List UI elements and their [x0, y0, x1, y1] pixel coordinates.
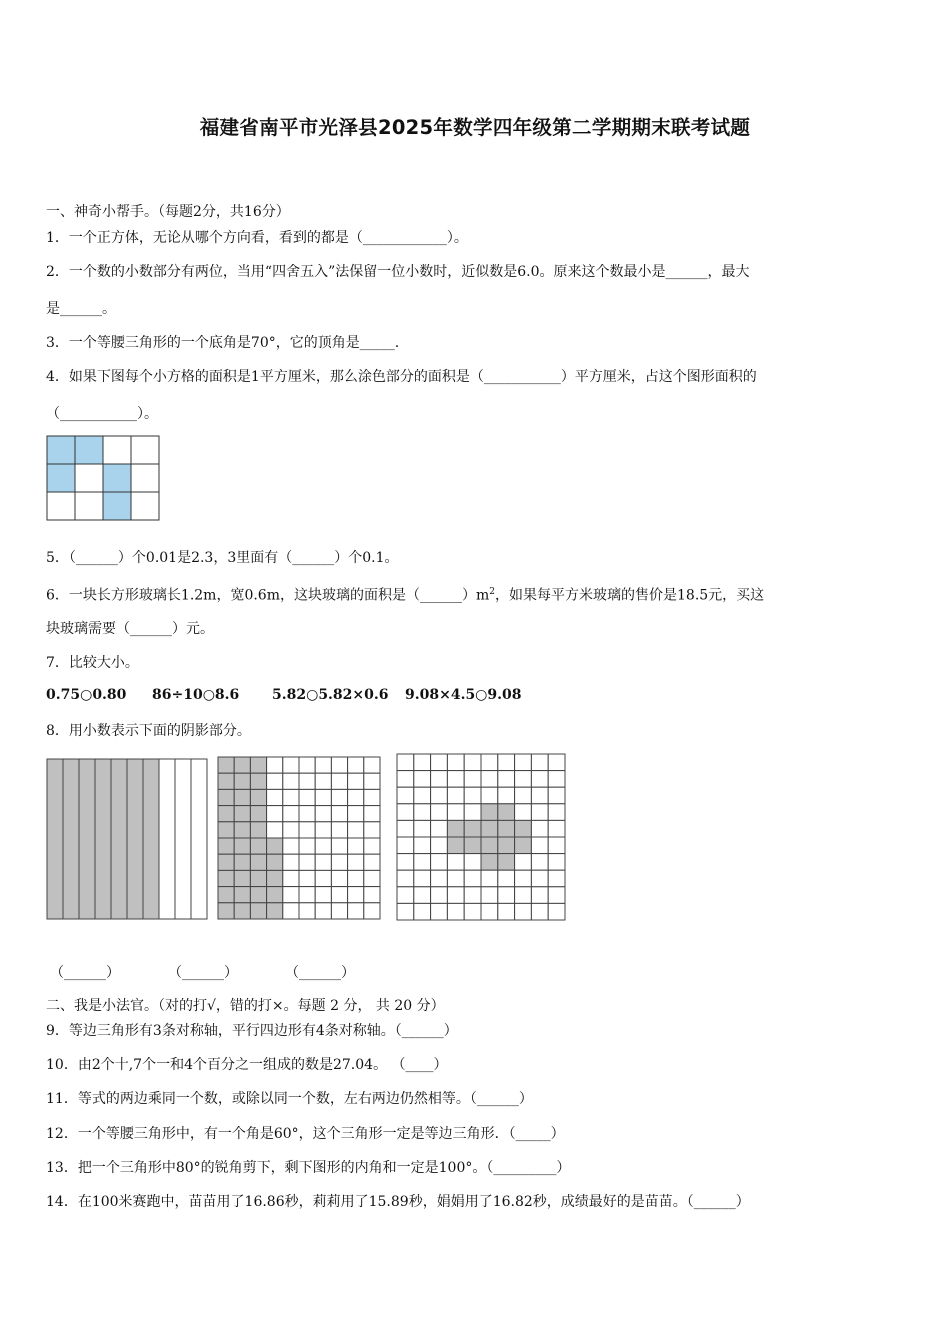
grid-cell — [315, 838, 331, 854]
question-2-line2: 是______。 — [46, 301, 116, 317]
grid-cell — [331, 773, 347, 789]
shaded-cell — [447, 820, 464, 837]
grid-cell — [447, 854, 464, 871]
shaded-cell — [103, 492, 131, 520]
question-11: 11．等式的两边乘同一个数，或除以同一个数，左右两边仍然相等。（______） — [46, 1091, 533, 1107]
grid-cell — [481, 887, 498, 904]
grid-cell — [299, 854, 315, 870]
shaded-strip — [143, 759, 159, 919]
question-9: 9．等边三角形有3条对称轴，平行四边形有4条对称轴。（______） — [46, 1023, 458, 1039]
grid-cell — [364, 822, 380, 838]
shaded-cell — [47, 464, 75, 492]
grid-cell — [548, 754, 565, 771]
grid-cell — [464, 787, 481, 804]
grid-cell — [315, 773, 331, 789]
grid-cell — [548, 820, 565, 837]
grid-cell — [315, 887, 331, 903]
grid-cell — [481, 754, 498, 771]
grid-cell — [431, 854, 448, 871]
grid-cell — [548, 787, 565, 804]
grid-cell — [531, 804, 548, 821]
shaded-cell — [234, 822, 250, 838]
grid-cell — [364, 854, 380, 870]
grid-cell — [498, 887, 515, 904]
question-6-superscript: 2 — [489, 587, 495, 597]
grid-cell — [283, 870, 299, 886]
shaded-cell — [498, 804, 515, 821]
grid-cell — [267, 822, 283, 838]
grid-cell — [464, 804, 481, 821]
grid-cell — [315, 854, 331, 870]
compare-item-3: 5.82○5.82×0.6 — [272, 687, 389, 703]
shaded-cell — [481, 804, 498, 821]
grid-cell — [364, 903, 380, 919]
shaded-cell — [464, 820, 481, 837]
grid-cell — [548, 804, 565, 821]
grid-cell — [348, 887, 364, 903]
grid-cell — [414, 870, 431, 887]
grid-cell — [131, 492, 159, 520]
question-12: 12．一个等腰三角形中，有一个角是60°，这个三角形一定是等边三角形．（_____） — [46, 1126, 565, 1142]
shaded-cell — [103, 464, 131, 492]
grid-cell — [431, 887, 448, 904]
grid-cell — [348, 838, 364, 854]
grid-cell — [464, 903, 481, 920]
grid-cell — [515, 870, 532, 887]
shaded-strip — [95, 759, 111, 919]
shaded-cell — [267, 838, 283, 854]
shaded-cell — [250, 789, 266, 805]
shaded-strip — [79, 759, 95, 919]
grid-cell — [548, 870, 565, 887]
grid-cell — [283, 757, 299, 773]
grid-cell — [299, 773, 315, 789]
grid-cell — [331, 854, 347, 870]
grid-cell — [431, 820, 448, 837]
question-6-text-b: ，如果每平方米玻璃的售价是18.5元，买这 — [495, 587, 765, 604]
grid-cell — [47, 492, 75, 520]
grid-cell — [131, 464, 159, 492]
grid-cell — [397, 870, 414, 887]
grid-cell — [531, 754, 548, 771]
question-8-answer-1: （______） — [50, 965, 120, 981]
grid-cell — [331, 870, 347, 886]
shaded-cell — [218, 887, 234, 903]
grid-cell — [498, 787, 515, 804]
grid-cell — [364, 870, 380, 886]
compare-item-1: 0.75○0.80 — [46, 687, 127, 703]
grid-cell — [548, 854, 565, 871]
grid-cell — [267, 789, 283, 805]
grid-cell — [283, 773, 299, 789]
question-8-figure-grid-a — [217, 756, 382, 921]
grid-cell — [515, 887, 532, 904]
grid-cell — [348, 806, 364, 822]
grid-cell — [397, 787, 414, 804]
grid-cell — [103, 436, 131, 464]
grid-cell — [464, 870, 481, 887]
shaded-cell — [234, 789, 250, 805]
grid-cell — [348, 789, 364, 805]
grid-cell — [131, 436, 159, 464]
question-3: 3．一个等腰三角形的一个底角是70°，它的顶角是_____. — [46, 335, 400, 351]
grid-cell — [414, 787, 431, 804]
page-title: 福建省南平市光泽县2025年数学四年级第二学期期末联考试题 — [199, 116, 751, 139]
question-8-figure-strips — [46, 758, 209, 921]
grid-cell — [531, 887, 548, 904]
grid-cell — [364, 773, 380, 789]
shaded-strip — [47, 759, 63, 919]
shaded-cell — [250, 887, 266, 903]
grid-cell — [531, 870, 548, 887]
grid-cell — [299, 757, 315, 773]
grid-cell — [431, 787, 448, 804]
question-1: 1．一个正方体，无论从哪个方向看，看到的都是（____________）。 — [46, 230, 468, 246]
grid-cell — [397, 804, 414, 821]
grid-cell — [498, 754, 515, 771]
grid-cell — [348, 903, 364, 919]
shaded-cell — [250, 854, 266, 870]
grid-cell — [447, 887, 464, 904]
grid-cell — [464, 754, 481, 771]
shaded-cell — [250, 903, 266, 919]
grid-cell — [481, 870, 498, 887]
grid-cell — [299, 870, 315, 886]
grid-cell — [397, 837, 414, 854]
grid-cell — [283, 789, 299, 805]
question-5: 5．（______）个0.01是2.3，3里面有（______）个0.1。 — [46, 550, 399, 566]
question-6-line1 — [46, 582, 904, 606]
question-4-grid-figure — [46, 435, 162, 524]
grid-cell — [315, 789, 331, 805]
grid-cell — [515, 754, 532, 771]
grid-cell — [515, 903, 532, 920]
question-8-answer-2: （______） — [168, 965, 238, 981]
shaded-cell — [267, 854, 283, 870]
grid-cell — [447, 903, 464, 920]
grid-cell — [267, 773, 283, 789]
grid-cell — [283, 838, 299, 854]
shaded-cell — [250, 870, 266, 886]
section2-header: 二、我是小法官。（对的打√，错的打×。每题 2 分， 共 20 分） — [46, 998, 445, 1014]
shaded-cell — [234, 773, 250, 789]
grid-cell — [548, 771, 565, 788]
question-4-line2: （___________）。 — [46, 406, 158, 422]
shaded-cell — [234, 806, 250, 822]
shaded-cell — [47, 436, 75, 464]
shaded-cell — [498, 820, 515, 837]
shaded-cell — [267, 903, 283, 919]
grid-cell — [315, 822, 331, 838]
shaded-cell — [218, 854, 234, 870]
question-6-text-a: 6．一块长方形玻璃长1.2m，宽0.6m，这块玻璃的面积是（______）m — [46, 587, 490, 604]
shaded-cell — [515, 820, 532, 837]
grid-cell — [498, 903, 515, 920]
shaded-cell — [498, 837, 515, 854]
shaded-cell — [75, 436, 103, 464]
grid-cell — [75, 464, 103, 492]
shaded-cell — [218, 870, 234, 886]
grid-cell — [364, 887, 380, 903]
grid-cell — [283, 806, 299, 822]
grid-cell — [348, 757, 364, 773]
grid-cell — [315, 806, 331, 822]
shaded-cell — [250, 773, 266, 789]
shaded-cell — [447, 837, 464, 854]
shaded-cell — [218, 903, 234, 919]
shaded-cell — [267, 870, 283, 886]
shaded-cell — [481, 820, 498, 837]
grid-cell — [364, 757, 380, 773]
grid-cell — [331, 822, 347, 838]
grid-cell — [481, 787, 498, 804]
shaded-cell — [250, 838, 266, 854]
grid-cell — [515, 771, 532, 788]
grid-cell — [531, 771, 548, 788]
shaded-cell — [250, 806, 266, 822]
grid-cell — [331, 903, 347, 919]
grid-cell — [299, 822, 315, 838]
shaded-cell — [267, 887, 283, 903]
grid-cell — [414, 804, 431, 821]
grid-cell — [283, 822, 299, 838]
grid-cell — [464, 771, 481, 788]
grid-cell — [331, 838, 347, 854]
grid-cell — [481, 771, 498, 788]
grid-cell — [447, 771, 464, 788]
grid-cell — [315, 757, 331, 773]
shaded-cell — [218, 822, 234, 838]
shaded-cell — [250, 757, 266, 773]
question-8: 8．用小数表示下面的阴影部分。 — [46, 723, 251, 739]
grid-cell — [531, 837, 548, 854]
grid-cell — [364, 806, 380, 822]
grid-cell — [299, 887, 315, 903]
question-13: 13．把一个三角形中80°的锐角剪下，剩下图形的内角和一定是100°。（_________） — [46, 1160, 571, 1176]
question-8-figure-grid-b — [396, 753, 567, 922]
grid-cell — [414, 837, 431, 854]
question-10: 10．由2个十,7个一和4个百分之一组成的数是27.04。 （____） — [46, 1057, 448, 1073]
grid-cell — [548, 903, 565, 920]
grid-cell — [283, 903, 299, 919]
grid-cell — [299, 903, 315, 919]
grid-cell — [431, 771, 448, 788]
grid-cell — [331, 789, 347, 805]
grid-cell — [414, 887, 431, 904]
shaded-cell — [481, 854, 498, 871]
grid-cell — [331, 757, 347, 773]
grid-cell — [431, 754, 448, 771]
grid-cell — [531, 903, 548, 920]
grid-cell — [515, 804, 532, 821]
shaded-cell — [218, 757, 234, 773]
grid-cell — [331, 806, 347, 822]
strip — [175, 759, 191, 919]
strip — [191, 759, 207, 919]
grid-cell — [464, 887, 481, 904]
grid-cell — [431, 903, 448, 920]
grid-cell — [348, 773, 364, 789]
grid-cell — [397, 754, 414, 771]
shaded-cell — [481, 837, 498, 854]
shaded-cell — [218, 789, 234, 805]
question-2-line1: 2．一个数的小数部分有两位，当用“四舍五入”法保留一位小数时，近似数是6.0。原来这个数最小是______，最大 — [46, 264, 750, 280]
grid-cell — [515, 787, 532, 804]
grid-cell — [283, 854, 299, 870]
shaded-cell — [218, 773, 234, 789]
grid-cell — [299, 838, 315, 854]
grid-cell — [348, 854, 364, 870]
shaded-cell — [234, 870, 250, 886]
grid-cell — [447, 787, 464, 804]
question-8-answer-3: （______） — [285, 965, 355, 981]
grid-cell — [431, 870, 448, 887]
grid-cell — [315, 870, 331, 886]
strip — [159, 759, 175, 919]
shaded-cell — [234, 757, 250, 773]
grid-cell — [414, 903, 431, 920]
grid-cell — [464, 854, 481, 871]
grid-cell — [548, 887, 565, 904]
grid-cell — [331, 887, 347, 903]
compare-item-4: 9.08×4.5○9.08 — [405, 687, 522, 703]
grid-cell — [447, 754, 464, 771]
grid-cell — [414, 771, 431, 788]
shaded-cell — [464, 837, 481, 854]
shaded-cell — [234, 854, 250, 870]
shaded-strip — [63, 759, 79, 919]
grid-cell — [447, 804, 464, 821]
shaded-cell — [218, 806, 234, 822]
grid-cell — [397, 771, 414, 788]
grid-cell — [447, 870, 464, 887]
grid-cell — [531, 787, 548, 804]
grid-cell — [364, 838, 380, 854]
shaded-cell — [234, 838, 250, 854]
grid-cell — [75, 492, 103, 520]
grid-cell — [431, 804, 448, 821]
grid-cell — [414, 754, 431, 771]
shaded-cell — [218, 838, 234, 854]
grid-cell — [283, 887, 299, 903]
grid-cell — [348, 870, 364, 886]
grid-cell — [414, 854, 431, 871]
grid-cell — [267, 806, 283, 822]
question-4-line1: 4．如果下图每个小方格的面积是1平方厘米，那么涂色部分的面积是（___________）平方厘米，占这个图形面积的 — [46, 369, 757, 385]
shaded-cell — [498, 854, 515, 871]
grid-cell — [431, 837, 448, 854]
grid-cell — [364, 789, 380, 805]
grid-cell — [397, 854, 414, 871]
grid-cell — [531, 820, 548, 837]
grid-cell — [397, 887, 414, 904]
grid-cell — [515, 854, 532, 871]
section1-header: 一、神奇小帮手。（每题2分，共16分） — [46, 204, 290, 220]
grid-cell — [397, 820, 414, 837]
grid-cell — [498, 870, 515, 887]
shaded-strip — [127, 759, 143, 919]
shaded-strip — [111, 759, 127, 919]
grid-cell — [531, 854, 548, 871]
shaded-cell — [234, 903, 250, 919]
compare-item-2: 86÷10○8.6 — [152, 687, 240, 703]
question-14: 14．在100米赛跑中，苗苗用了16.86秒，莉莉用了15.89秒，娟娟用了16.82秒，成绩最好的是苗苗。（______） — [46, 1194, 750, 1210]
grid-cell — [348, 822, 364, 838]
grid-cell — [267, 757, 283, 773]
grid-cell — [397, 903, 414, 920]
shaded-cell — [234, 887, 250, 903]
question-7: 7．比较大小。 — [46, 655, 139, 671]
grid-cell — [498, 771, 515, 788]
shaded-cell — [250, 822, 266, 838]
grid-cell — [548, 837, 565, 854]
question-6-line2: 块玻璃需要（______）元。 — [46, 621, 214, 637]
grid-cell — [315, 903, 331, 919]
grid-cell — [299, 789, 315, 805]
grid-cell — [299, 806, 315, 822]
grid-cell — [414, 820, 431, 837]
shaded-cell — [515, 837, 532, 854]
grid-cell — [481, 903, 498, 920]
